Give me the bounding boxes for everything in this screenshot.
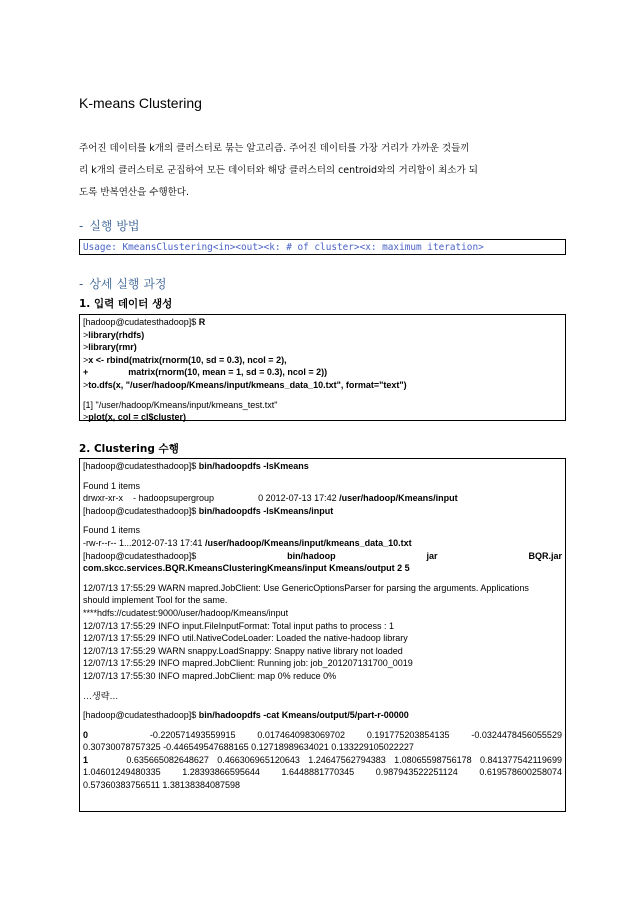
output-row: 0.30730078757325 -0.446549547688165 0.12718989634021 0.133229105022227 (83, 742, 414, 753)
log-line: ****hdfs://cudatest:9000/user/hadoop/Kmeans/input (83, 607, 289, 618)
code-line: [hadoop@cudatesthadoop]$ bin/hadoop jar BQR.jar (83, 550, 562, 561)
output-row: 0 -0.220571493559915 0.0174640983069702 0.191775203854135 -0.0324478456055529 (83, 729, 562, 740)
code-line: [hadoop@cudatesthadoop]$ R (83, 317, 206, 327)
code-line: com.skcc.services.BQR.KmeansClusteringKmeans/input Kmeans/output 2 5 (83, 563, 410, 574)
step2-code-box (79, 458, 566, 812)
log-line: 12/07/13 17:55:29 WARN snappy.LoadSnappy: Snappy native library not loaded (83, 645, 403, 656)
step1-heading: 1. 입력 데이터 생성 (79, 298, 173, 310)
code-line: Found 1 items (83, 480, 141, 491)
code-line: drwxr-xr-x - hadoopsupergroup 0 2012-07-13 17:42 /user/hadoop/Kmeans/input (83, 493, 458, 504)
heading-text: 상세 실행 과정 (89, 277, 167, 291)
section-heading-run (79, 217, 140, 234)
code-line: >x <- rbind(matrix(rnorm(10, sd = 0.3), ncol = 2), (83, 354, 287, 365)
output-row: 1.04601249480335 1.28393866595644 1.6448881770345 0.987943522251124 0.619578600258074 (83, 767, 562, 778)
heading-dash: - (79, 219, 84, 233)
log-line: 12/07/13 17:55:29 INFO input.FileInputFormat: Total input paths to process : 1 (83, 620, 395, 631)
output-row: 0.57360383756511 1.38138384087598 (83, 780, 240, 791)
code-line: [hadoop@cudatesthadoop]$ bin/hadoopdfs -lsKmeans (83, 461, 309, 471)
log-line: 12/07/13 17:55:30 INFO mapred.JobClient: map 0% reduce 0% (83, 670, 337, 681)
intro-paragraph (79, 138, 564, 204)
code-line: >library(rhdfs) (83, 329, 145, 340)
code-line: + matrix(rnorm(10, mean = 1, sd = 0.3), ncol = 2)) (83, 367, 328, 378)
step1-code-box (79, 314, 566, 421)
code-line: Found 1 items (83, 525, 141, 536)
code-line: [1] "/user/hadoop/Kmeans/input/kmeans_test.txt" (83, 399, 278, 410)
output-row: 1 0.635665082648627 0.466306965120643 1.24647562794383 1.08065598756178 0.841377542119699 (83, 754, 562, 765)
usage-box: Usage: KmeansClustering<in><out><k: # of cluster><x: maximum iteration> (79, 239, 566, 255)
heading-dash: - (79, 277, 84, 291)
log-line: should implement Tool for the same. (83, 595, 228, 606)
intro-line: 도록 반복연산을 수행한다. (79, 187, 190, 198)
code-line: >library(rmr) (83, 342, 137, 353)
log-line: 12/07/13 17:55:29 INFO mapred.JobClient: Running job: job_201207131700_0019 (83, 658, 413, 669)
code-line: -rw-r--r-- 1...2012-07-13 17:41 /user/hadoop/Kmeans/input/kmeans_data_10.txt (83, 537, 412, 548)
log-line: 12/07/13 17:55:29 WARN mapred.JobClient: Use GenericOptionsParser for parsing the arguments. Applications (83, 582, 529, 593)
intro-line: 주어진 데이터를 k개의 클러스터로 묶는 알고리즘. 주어진 데이터를 가장 거리가 가까운 것들끼 (79, 143, 470, 154)
omitted-note: …생략… (83, 690, 119, 701)
log-line: 12/07/13 17:55:29 INFO util.NativeCodeLoader: Loaded the native-hadoop library (83, 633, 408, 644)
heading-text: 실행 방법 (89, 219, 140, 233)
intro-line: 리 k개의 클러스터로 군집하여 모든 데이터와 해당 클러스터의 centroid와의 거리합이 최소가 되 (79, 165, 478, 176)
page-title: K-means Clustering (79, 95, 202, 111)
code-line: [hadoop@cudatesthadoop]$ bin/hadoopdfs -cat Kmeans/output/5/part-r-00000 (83, 710, 409, 721)
code-line: >to.dfs(x, "/user/hadoop/Kmeans/input/kmeans_data_10.txt", format="text") (83, 379, 407, 390)
code-line: >plot(x, col = cl$cluster) (83, 412, 187, 423)
code-line: [hadoop@cudatesthadoop]$ bin/hadoopdfs -lsKmeans/input (83, 505, 334, 516)
step2-heading: 2. Clustering 수행 (79, 443, 179, 455)
section-heading-detail (79, 275, 167, 292)
